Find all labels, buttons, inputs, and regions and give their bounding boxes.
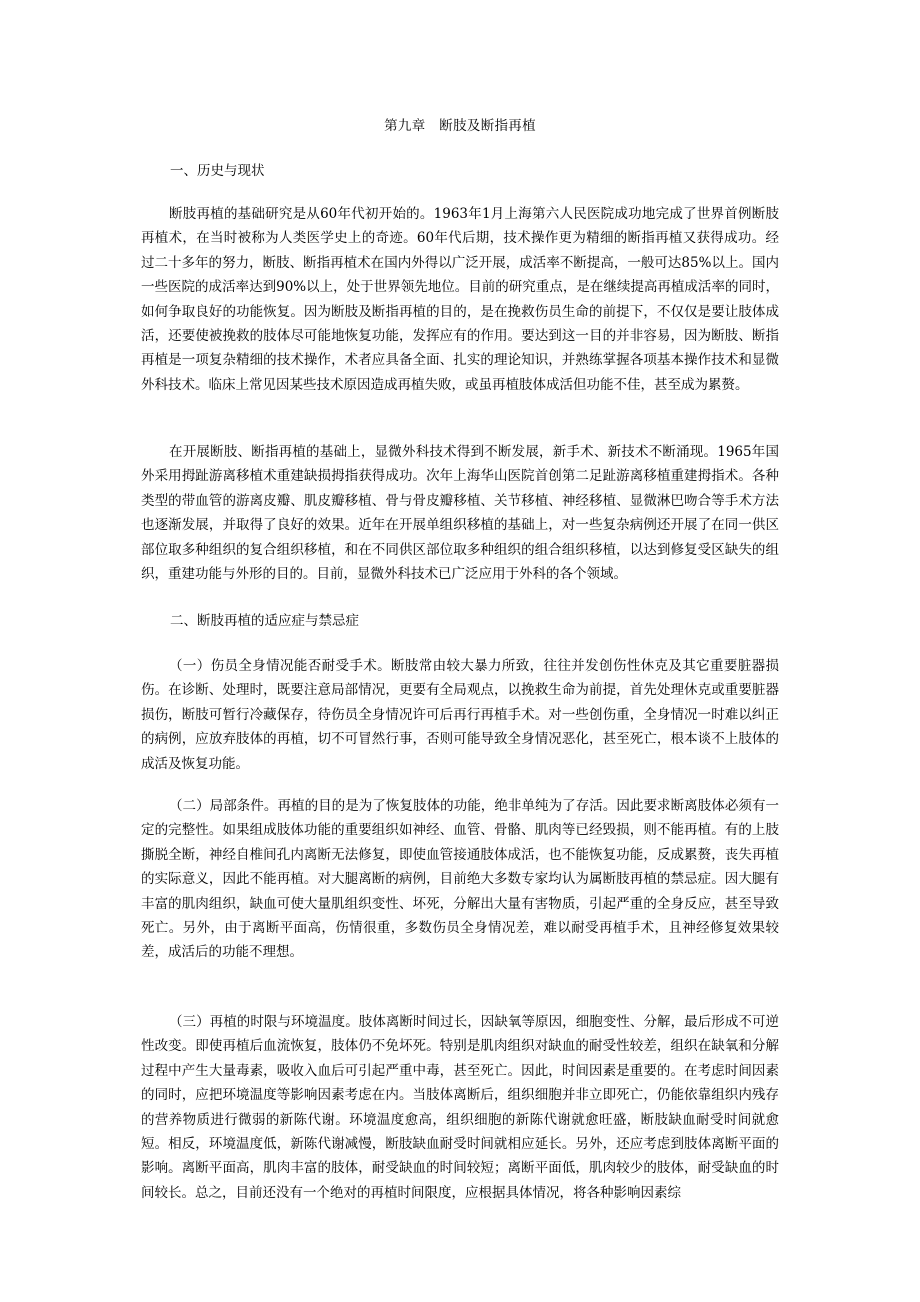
section-heading-history: 一、历史与现状 [170,163,265,179]
paragraph-indication-3: （三）再植的时限与环境温度。肢体离断时间过长，因缺氧等原因，细胞变性、分解，最后形成不可逆性改变。即使再植后血流恢复，肢体仍不免坏死。特别是肌肉组织对缺血的耐受性较差，组织在缺氧和分解过程中产生大量毒素，吸收入血后可引起严重中毒，甚至死亡。因此，时间因素是重要的。在考虑时间因素的同时，应把环境温度等影响因素考虑在内。当肢体离断后，组织细胞并非立即死亡，仍能依靠组织内残存的营养物质进行微弱的新陈代谢。环境温度愈高，组织细胞的新陈代谢就愈旺盛，断肢缺血耐受时间就愈短。相反，环境温度低，新陈代谢减慢，断肢缺血耐受时间就相应延长。另外，还应考虑到肢体离断平面的影响。离断平面高，肌肉丰富的肢体，耐受缺血的时间较短；离断平面低，肌肉较少的肢体，耐受缺血的时间较长。总之，目前还没有一个绝对的再植时间限度，应根据具体情况，将各种影响因素综 [141,1014,779,1201]
section-heading-indications: 二、断肢再植的适应症与禁忌症 [170,613,359,629]
paragraph-history-2: 在开展断肢、断指再植的基础上，显微外科技术得到不断发展，新手术、新技术不断涌现。1965年国外采用拇趾游离移植术重建缺损拇指获得成功。次年上海华山医院首创第二足趾游离移植重建拇指术。各种类型的带血管的游离皮瓣、肌皮瓣移植、骨与骨皮瓣移植、关节移植、神经移植、显微淋巴吻合等手术方法也逐渐发展，并取得了良好的效果。近年在开展单组织移植的基础上，对一些复杂病例还开展了在同一供区部位取多种组织的复合组织移植，和在不同供区部位取多种组织的组合组织移植，以达到修复受区缺失的组织，重建功能与外形的目的。目前，显微外科技术已广泛应用于外科的各个领域。 [141,444,779,583]
paragraph-history-1: 断肢再植的基础研究是从60年代初开始的。1963年1月上海第六人民医院成功地完成了世界首例断肢再植术，在当时被称为人类医学史上的奇迹。60年代后期，技术操作更为精细的断指再植又获得成功。经过二十多年的努力，断肢、断指再植术在国内外得以广泛开展，成活率不断提高，一般可达85%以上。国内一些医院的成活率达到90%以上，处于世界领先地位。目前的研究重点，是在继续提高再植成活率的同时，如何争取良好的功能恢复。因为断肢及断指再植的目的，是在挽救伤员生命的前提下，不仅仅是要让肢体成活，还要使被挽救的肢体尽可能地恢复功能，发挥应有的作用。要达到这一目的并非容易，因为断肢、断指再植是一项复杂精细的技术操作，术者应具备全面、扎实的理论知识，并熟练掌握各项基本操作技术和显微外科技术。临床上常见因某些技术原因造成再植失败，或虽再植肢体成活但功能不佳，甚至成为累赘。 [141,206,779,393]
paragraph-indication-1: （一）伤员全身情况能否耐受手术。断肢常由较大暴力所致，往往并发创伤性休克及其它重要脏器损伤。在诊断、处理时，既要注意局部情况，更要有全局观点，以挽救生命为前提，首先处理休克或重要脏器损伤，断肢可暂行冷藏保存，待伤员全身情况许可后再行再植手术。对一些创伤重，全身情况一时难以纠正的病例，应放弃肢体的再植，切不可冒然行事，否则可能导致全身情况恶化，甚至死亡，根本谈不上肢体的成活及恢复功能。 [141,658,779,772]
chapter-title: 第九章 断肢及断指再植 [384,118,536,134]
paragraph-indication-2: （二）局部条件。再植的目的是为了恢复肢体的功能，绝非单纯为了存活。因此要求断离肢体必须有一定的完整性。如果组成肢体功能的重要组织如神经、血管、骨骼、肌肉等已经毁损，则不能再植。有的上肢撕脱全断，神经自椎间孔内离断无法修复，即使血管接通肢体成活，也不能恢复功能，反成累赘，丧失再植的实际意义，因此不能再植。对大腿离断的病例，目前绝大多数专家均认为属断肢再植的禁忌症。因大腿有丰富的肌肉组织，缺血可使大量肌组织变性、坏死，分解出大量有害物质，引起严重的全身反应，甚至导致死亡。另外，由于离断平面高，伤情很重，多数伤员全身情况差，难以耐受再植手术，且神经修复效果较差，成活后的功能不理想。 [141,798,779,961]
